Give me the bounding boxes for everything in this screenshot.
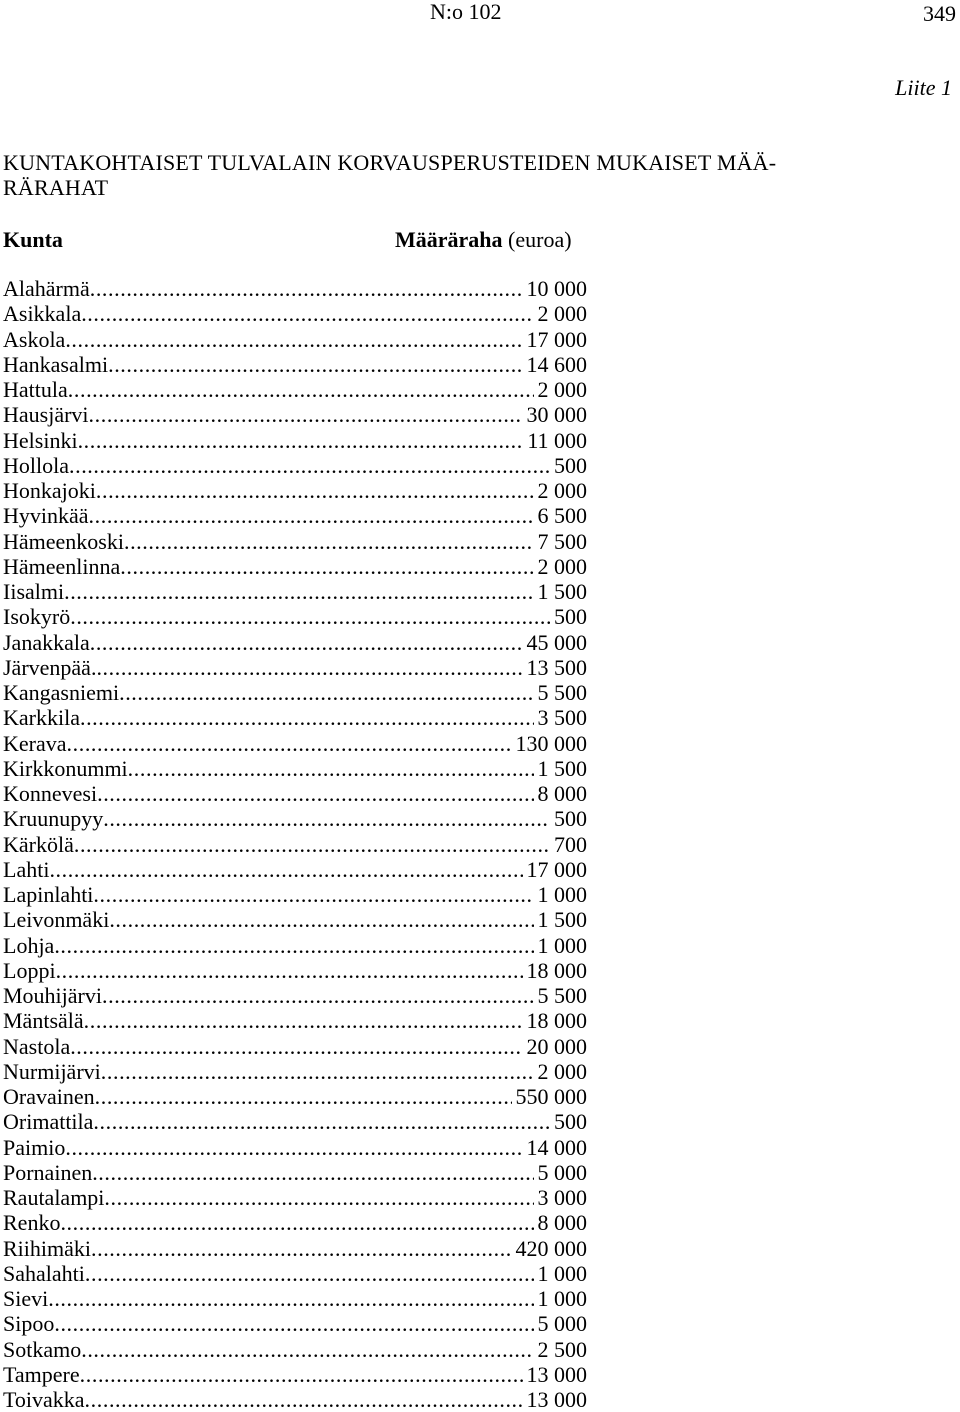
dot-leader xyxy=(68,377,534,402)
list-item xyxy=(3,857,587,882)
column-header-municipality: Kunta xyxy=(3,227,63,252)
municipality-name: Mouhijärvi xyxy=(3,983,102,1008)
list-item xyxy=(3,781,587,806)
list-item xyxy=(3,503,587,528)
dot-leader xyxy=(54,933,533,958)
municipality-name: Pornainen xyxy=(3,1159,93,1185)
allocation-amount: 7 500 xyxy=(537,528,587,554)
list-item xyxy=(3,705,587,730)
dot-leader xyxy=(85,1261,534,1286)
allocation-amount: 14 600 xyxy=(526,351,587,377)
allocation-amount: 13 500 xyxy=(526,654,587,680)
allocation-amount: 1 000 xyxy=(537,1260,587,1286)
municipality-name: Riihimäki xyxy=(3,1235,91,1261)
allocation-amount: 10 000 xyxy=(526,276,587,301)
allocation-amount: 1 000 xyxy=(537,882,587,907)
municipality-name: Sotkamo xyxy=(3,1336,82,1362)
dot-leader xyxy=(89,402,523,427)
allocation-amount: 1 000 xyxy=(537,1286,587,1311)
municipality-name: Kangasniemi xyxy=(3,680,120,705)
allocation-amount: 3 500 xyxy=(537,705,587,731)
allocation-amount: 500 xyxy=(554,604,587,630)
allocation-amount: 2 500 xyxy=(537,1336,587,1362)
list-item xyxy=(3,1286,587,1311)
dot-leader xyxy=(90,630,523,655)
dot-leader xyxy=(70,1034,522,1059)
dot-leader xyxy=(56,958,523,983)
column-header-allocation-label: Määräraha xyxy=(395,227,503,252)
list-item xyxy=(3,1337,587,1362)
municipality-name: Kärkölä xyxy=(3,831,74,857)
dot-leader xyxy=(119,680,533,705)
municipality-name: Honkajoki xyxy=(3,478,96,503)
municipality-name: Hollola xyxy=(3,452,69,478)
list-item xyxy=(3,1160,587,1185)
municipality-name: Lahti xyxy=(3,856,50,882)
allocation-amount: 700 xyxy=(554,831,587,857)
dot-leader xyxy=(108,352,522,377)
list-item xyxy=(3,352,587,377)
municipality-name: Toivakka xyxy=(3,1387,85,1412)
municipality-name: Janakkala xyxy=(3,629,90,655)
dot-leader xyxy=(81,1337,533,1362)
dot-leader xyxy=(96,655,522,680)
allocation-amount: 2 000 xyxy=(537,1058,587,1084)
list-item xyxy=(3,301,587,326)
dot-leader xyxy=(89,503,534,528)
dot-leader xyxy=(54,1311,533,1336)
allocation-amount: 45 000 xyxy=(526,629,587,655)
allocation-amount: 420 000 xyxy=(515,1235,587,1261)
dot-leader xyxy=(78,428,524,453)
list-item xyxy=(3,478,587,503)
dot-leader xyxy=(60,1210,533,1235)
dot-leader xyxy=(90,276,523,301)
list-item xyxy=(3,604,587,629)
document-number: N:o 102 xyxy=(430,0,502,24)
dot-leader xyxy=(104,1185,533,1210)
document-title-line-1: KUNTAKOHTAISET TULVALAIN KORVAUSPERUSTEIDEN MUKAISET MÄÄ- xyxy=(3,150,777,175)
allocation-amount: 500 xyxy=(554,1109,587,1135)
dot-leader xyxy=(128,756,534,781)
document-title xyxy=(3,150,933,200)
list-item xyxy=(3,1135,587,1160)
list-item xyxy=(3,1236,587,1261)
dot-leader xyxy=(80,1362,523,1387)
allocation-amount: 17 000 xyxy=(526,326,587,352)
dot-leader xyxy=(109,907,533,932)
municipality-name: Leivonmäki xyxy=(3,907,110,933)
list-item xyxy=(3,377,587,402)
list-item xyxy=(3,529,587,554)
allocation-amount: 1 000 xyxy=(537,932,587,958)
dot-leader xyxy=(93,882,533,907)
municipality-name: Hattula xyxy=(3,377,68,402)
page-number: 349 xyxy=(923,1,956,26)
municipality-name: Orimattila xyxy=(3,1109,94,1135)
municipality-name: Asikkala xyxy=(3,301,82,327)
municipality-name: Iisalmi xyxy=(3,579,65,604)
dot-leader xyxy=(102,983,534,1008)
allocation-amount: 13 000 xyxy=(526,1361,587,1387)
municipality-name: Kerava xyxy=(3,730,67,756)
municipality-name: Helsinki xyxy=(3,427,78,453)
dot-leader xyxy=(65,327,522,352)
allocation-amount: 20 000 xyxy=(526,1033,587,1059)
allocation-amount: 8 000 xyxy=(537,1210,587,1236)
allocation-amount: 5 500 xyxy=(537,680,587,705)
municipality-name: Isokyrö xyxy=(3,604,71,630)
list-item xyxy=(3,276,587,301)
list-item xyxy=(3,680,587,705)
list-item xyxy=(3,1034,587,1059)
dot-leader xyxy=(48,1286,533,1311)
allocation-list xyxy=(3,276,587,1412)
municipality-name: Sipoo xyxy=(3,1311,55,1337)
dot-leader xyxy=(67,731,512,756)
allocation-amount: 2 000 xyxy=(537,301,587,327)
column-header-allocation xyxy=(395,228,572,252)
list-item xyxy=(3,428,587,453)
municipality-name: Mäntsälä xyxy=(3,1008,84,1034)
list-item xyxy=(3,327,587,352)
appendix-label: Liite 1 xyxy=(895,75,952,100)
allocation-amount: 500 xyxy=(554,452,587,478)
list-item xyxy=(3,1210,587,1235)
list-item xyxy=(3,958,587,983)
list-item xyxy=(3,1362,587,1387)
allocation-amount: 1 500 xyxy=(537,755,587,781)
list-item xyxy=(3,554,587,579)
list-item xyxy=(3,731,587,756)
dot-leader xyxy=(81,301,533,326)
municipality-name: Konnevesi xyxy=(3,781,98,806)
municipality-name: Alahärmä xyxy=(3,276,90,301)
list-item xyxy=(3,1109,587,1134)
dot-leader xyxy=(49,857,522,882)
allocation-amount: 130 000 xyxy=(515,730,587,756)
municipality-name: Nastola xyxy=(3,1033,71,1059)
municipality-name: Rautalampi xyxy=(3,1185,105,1210)
municipality-name: Hämeenkoski xyxy=(3,528,124,554)
dot-leader xyxy=(80,705,534,730)
list-item xyxy=(3,756,587,781)
document-title-line-2: RÄRAHAT xyxy=(3,175,109,200)
dot-leader xyxy=(65,1135,522,1160)
municipality-name: Sahalahti xyxy=(3,1260,85,1286)
dot-leader xyxy=(92,1160,533,1185)
municipality-name: Tampere xyxy=(3,1361,80,1387)
dot-leader xyxy=(91,1236,512,1261)
dot-leader xyxy=(64,579,533,604)
allocation-amount: 1 500 xyxy=(537,579,587,604)
allocation-amount: 550 000 xyxy=(515,1084,587,1109)
allocation-amount: 6 500 xyxy=(537,503,587,529)
dot-leader xyxy=(84,1008,523,1033)
municipality-name: Lohja xyxy=(3,932,55,958)
municipality-name: Sievi xyxy=(3,1286,49,1311)
list-item xyxy=(3,933,587,958)
municipality-name: Järvenpää. xyxy=(3,654,97,680)
municipality-name: Hankasalmi xyxy=(3,351,109,377)
municipality-name: Lapinlahti xyxy=(3,882,94,907)
list-item xyxy=(3,453,587,478)
list-item xyxy=(3,806,587,831)
allocation-amount: 14 000 xyxy=(526,1134,587,1160)
dot-leader xyxy=(124,529,534,554)
municipality-name: Renko xyxy=(3,1210,61,1236)
allocation-amount: 8 000 xyxy=(537,781,587,806)
list-item xyxy=(3,1059,587,1084)
list-item xyxy=(3,1008,587,1033)
municipality-name: Kruunupyy xyxy=(3,806,104,832)
allocation-amount: 3 000 xyxy=(537,1185,587,1210)
dot-leader xyxy=(69,453,550,478)
dot-leader xyxy=(101,1059,534,1084)
list-item xyxy=(3,1387,587,1412)
list-item xyxy=(3,983,587,1008)
municipality-name: Hausjärvi xyxy=(3,402,89,428)
allocation-amount: 2 000 xyxy=(537,478,587,503)
municipality-name: Askola xyxy=(3,326,66,352)
dot-leader xyxy=(97,781,533,806)
allocation-amount: 13 000 xyxy=(526,1387,587,1412)
allocation-amount: 5 000 xyxy=(537,1311,587,1337)
allocation-amount: 1 500 xyxy=(537,907,587,933)
list-item xyxy=(3,630,587,655)
dot-leader xyxy=(74,832,550,857)
list-item xyxy=(3,1084,587,1109)
dot-leader xyxy=(95,1084,512,1109)
list-item xyxy=(3,1261,587,1286)
list-item xyxy=(3,579,587,604)
municipality-name: Hämeenlinna xyxy=(3,553,121,579)
list-item xyxy=(3,832,587,857)
list-item xyxy=(3,1311,587,1336)
dot-leader xyxy=(103,806,550,831)
allocation-amount: 5 000 xyxy=(537,1159,587,1185)
list-item xyxy=(3,882,587,907)
allocation-amount: 5 500 xyxy=(537,983,587,1008)
municipality-name: Nurmijärvi xyxy=(3,1058,101,1084)
dot-leader xyxy=(70,604,550,629)
allocation-amount: 30 000 xyxy=(526,402,587,428)
allocation-amount: 500 xyxy=(554,806,587,832)
dot-leader xyxy=(96,478,534,503)
list-item xyxy=(3,402,587,427)
municipality-name: Paimio xyxy=(3,1134,66,1160)
municipality-name: Oravainen xyxy=(3,1084,95,1109)
municipality-name: Kirkkonummi xyxy=(3,755,128,781)
list-item xyxy=(3,907,587,932)
allocation-amount: 2 000 xyxy=(537,553,587,579)
column-header-allocation-unit: (euroa) xyxy=(508,227,572,252)
municipality-name: Loppi xyxy=(3,957,56,983)
dot-leader xyxy=(85,1387,523,1412)
dot-leader xyxy=(93,1109,550,1134)
list-item xyxy=(3,1185,587,1210)
municipality-name: Karkkila xyxy=(3,705,80,731)
allocation-amount: 11 000 xyxy=(527,427,587,453)
allocation-amount: 2 000 xyxy=(537,377,587,402)
list-item xyxy=(3,655,587,680)
allocation-amount: 18 000 xyxy=(526,1008,587,1034)
dot-leader xyxy=(120,554,533,579)
municipality-name: Hyvinkää xyxy=(3,503,89,529)
allocation-amount: 18 000 xyxy=(526,957,587,983)
allocation-amount: 17 000 xyxy=(526,856,587,882)
